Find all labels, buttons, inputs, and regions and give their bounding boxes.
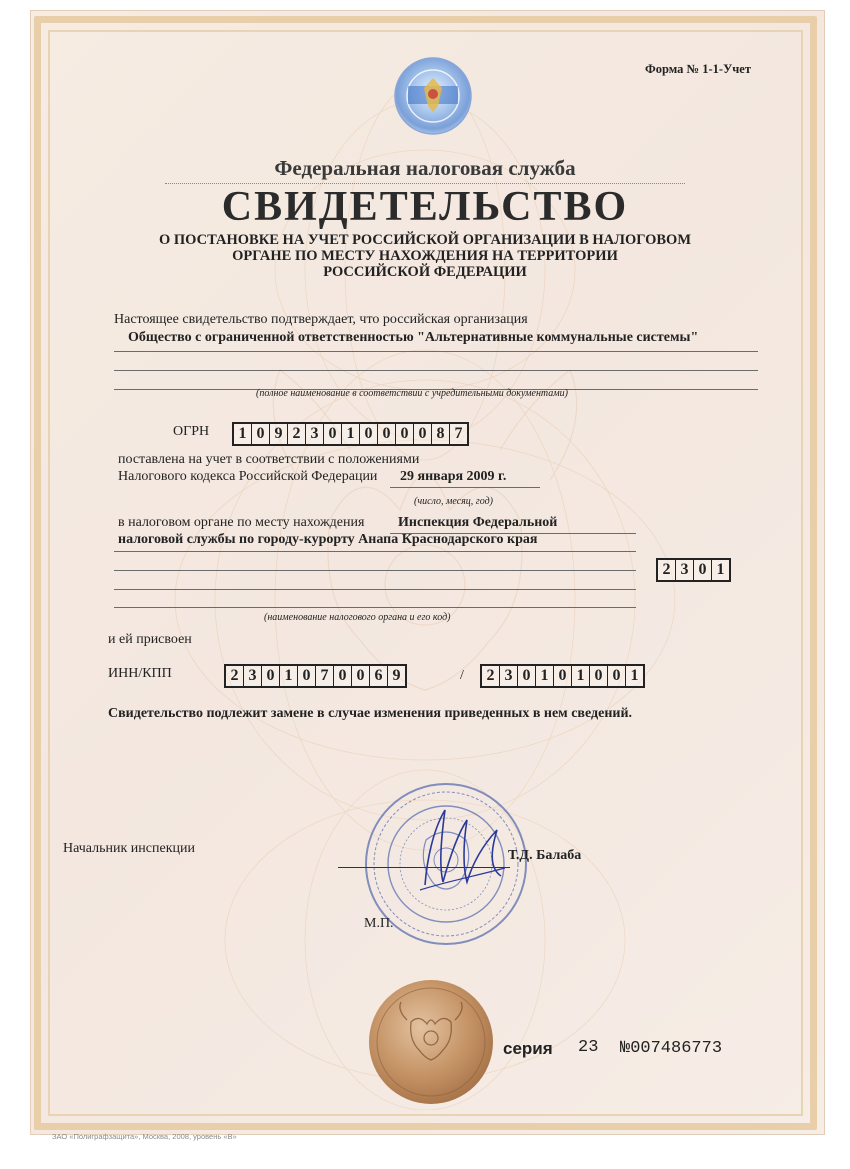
- ogrn-label: ОГРН: [173, 424, 210, 439]
- assigned-text: и ей присвоен: [108, 632, 192, 647]
- intro-text: Настоящее свидетельство подтверждает, что российская организация: [114, 312, 528, 327]
- ogrn-digit: 0: [378, 424, 396, 444]
- ogrn-digit: 1: [342, 424, 360, 444]
- subtitle-line: ОРГАНЕ ПО МЕСТУ НАХОЖДЕНИЯ НА ТЕРРИТОРИИ: [232, 248, 618, 264]
- inn-digit: 1: [280, 666, 298, 686]
- tax-office-prefix: в налоговом органе по месту нахождения: [118, 515, 365, 530]
- registered-text-2: Налогового кодекса Российской Федерации: [118, 469, 378, 484]
- kpp-digit: 0: [554, 666, 572, 686]
- form-number: Форма № 1-1-Учет: [645, 62, 751, 76]
- ogrn-digit: 7: [454, 425, 463, 442]
- tax-line-2: [114, 551, 636, 552]
- inn-kpp-label: ИНН/КПП: [108, 666, 172, 681]
- registered-text-1: поставлена на учет в соответствии с положениями: [118, 452, 420, 467]
- inn-kpp-separator: /: [460, 668, 464, 683]
- date-line: [390, 487, 540, 488]
- agency-name: Федеральная налоговая служба: [274, 156, 576, 180]
- subtitle-line: РОССИЙСКОЙ ФЕДЕРАЦИИ: [323, 264, 527, 280]
- kpp-boxes: [480, 664, 645, 688]
- org-caption: (полное наименование в соответствии с учредительными документами): [256, 388, 568, 399]
- ogrn-digit: 9: [270, 424, 288, 444]
- subtitle-line: О ПОСТАНОВКЕ НА УЧЕТ РОССИЙСКОЙ ОРГАНИЗАЦИИ В НАЛОГОВОМ: [158, 232, 692, 248]
- date-caption: (число, месяц, год): [414, 496, 493, 507]
- inn-digit: 0: [334, 666, 352, 686]
- certificate-title: СВИДЕТЕЛЬСТВО: [221, 184, 629, 230]
- stamp-place-mark: М.П.: [364, 916, 394, 931]
- inn-digit: 0: [262, 666, 280, 686]
- certificate-subtitle: [0, 232, 850, 280]
- tax-line-5: [114, 607, 636, 608]
- hologram-emblem: [392, 56, 474, 136]
- kpp-digit: 0: [590, 666, 608, 686]
- tax-code-digit: 0: [694, 560, 712, 580]
- tax-code-digit: 2: [658, 560, 676, 580]
- replacement-notice: Свидетельство подлежит замене в случае изменения приведенных в нем сведений.: [108, 706, 633, 721]
- head-label: Начальник инспекции: [63, 841, 195, 856]
- kpp-digit: 0: [608, 666, 626, 686]
- signature: [405, 790, 515, 900]
- printer-imprint: ЗАО «Полиграфзащита», Москва, 2008, уровень «В»: [52, 1132, 237, 1141]
- kpp-digit: 2: [482, 666, 500, 686]
- series-value: 23: [578, 1038, 599, 1057]
- certificate-number: №007486773: [620, 1039, 723, 1058]
- ogrn-digit: 0: [360, 424, 378, 444]
- org-line-1: [114, 351, 758, 352]
- ogrn-digit: 0: [396, 424, 414, 444]
- series-label: серия: [503, 1039, 553, 1058]
- gold-seal: [367, 978, 495, 1106]
- tax-office-caption: (наименование налогового органа и его код): [264, 612, 451, 623]
- registration-date: 29 января 2009 г.: [400, 469, 507, 484]
- tax-office-name-2: налоговой службы по городу-курорту Анапа Краснодарского края: [118, 532, 538, 547]
- inn-digit: 0: [298, 666, 316, 686]
- head-name: Т.Д. Балаба: [508, 848, 582, 863]
- tax-office-name-1: Инспекция Федеральной: [398, 515, 558, 530]
- tax-code-digit: 3: [676, 560, 694, 580]
- ogrn-digit: 8: [432, 424, 450, 444]
- tax-line-1: [390, 533, 636, 534]
- ogrn-digit: 0: [324, 424, 342, 444]
- kpp-digit: 1: [572, 666, 590, 686]
- tax-office-code-boxes: [656, 558, 731, 582]
- ogrn-digit: 0: [414, 424, 432, 444]
- organization-name: Общество с ограниченной ответственностью "Альтернативные коммунальные системы": [128, 330, 699, 345]
- kpp-digit: 0: [518, 666, 536, 686]
- inn-digit: 3: [244, 666, 262, 686]
- tax-line-3: [114, 570, 636, 571]
- ogrn-digit: 2: [288, 424, 306, 444]
- inn-digit: 9: [392, 667, 401, 684]
- inn-boxes: [224, 664, 407, 688]
- inn-digit: 2: [226, 666, 244, 686]
- kpp-digit: 3: [500, 666, 518, 686]
- ogrn-boxes: [232, 422, 469, 446]
- inn-digit: 6: [370, 666, 388, 686]
- org-line-2: [114, 370, 758, 371]
- kpp-digit: 1: [630, 667, 639, 684]
- ogrn-digit: 0: [252, 424, 270, 444]
- kpp-digit: 1: [536, 666, 554, 686]
- tax-line-4: [114, 589, 636, 590]
- ogrn-digit: 1: [234, 424, 252, 444]
- inn-digit: 7: [316, 666, 334, 686]
- inn-digit: 0: [352, 666, 370, 686]
- ogrn-digit: 3: [306, 424, 324, 444]
- tax-code-digit: 1: [716, 561, 725, 578]
